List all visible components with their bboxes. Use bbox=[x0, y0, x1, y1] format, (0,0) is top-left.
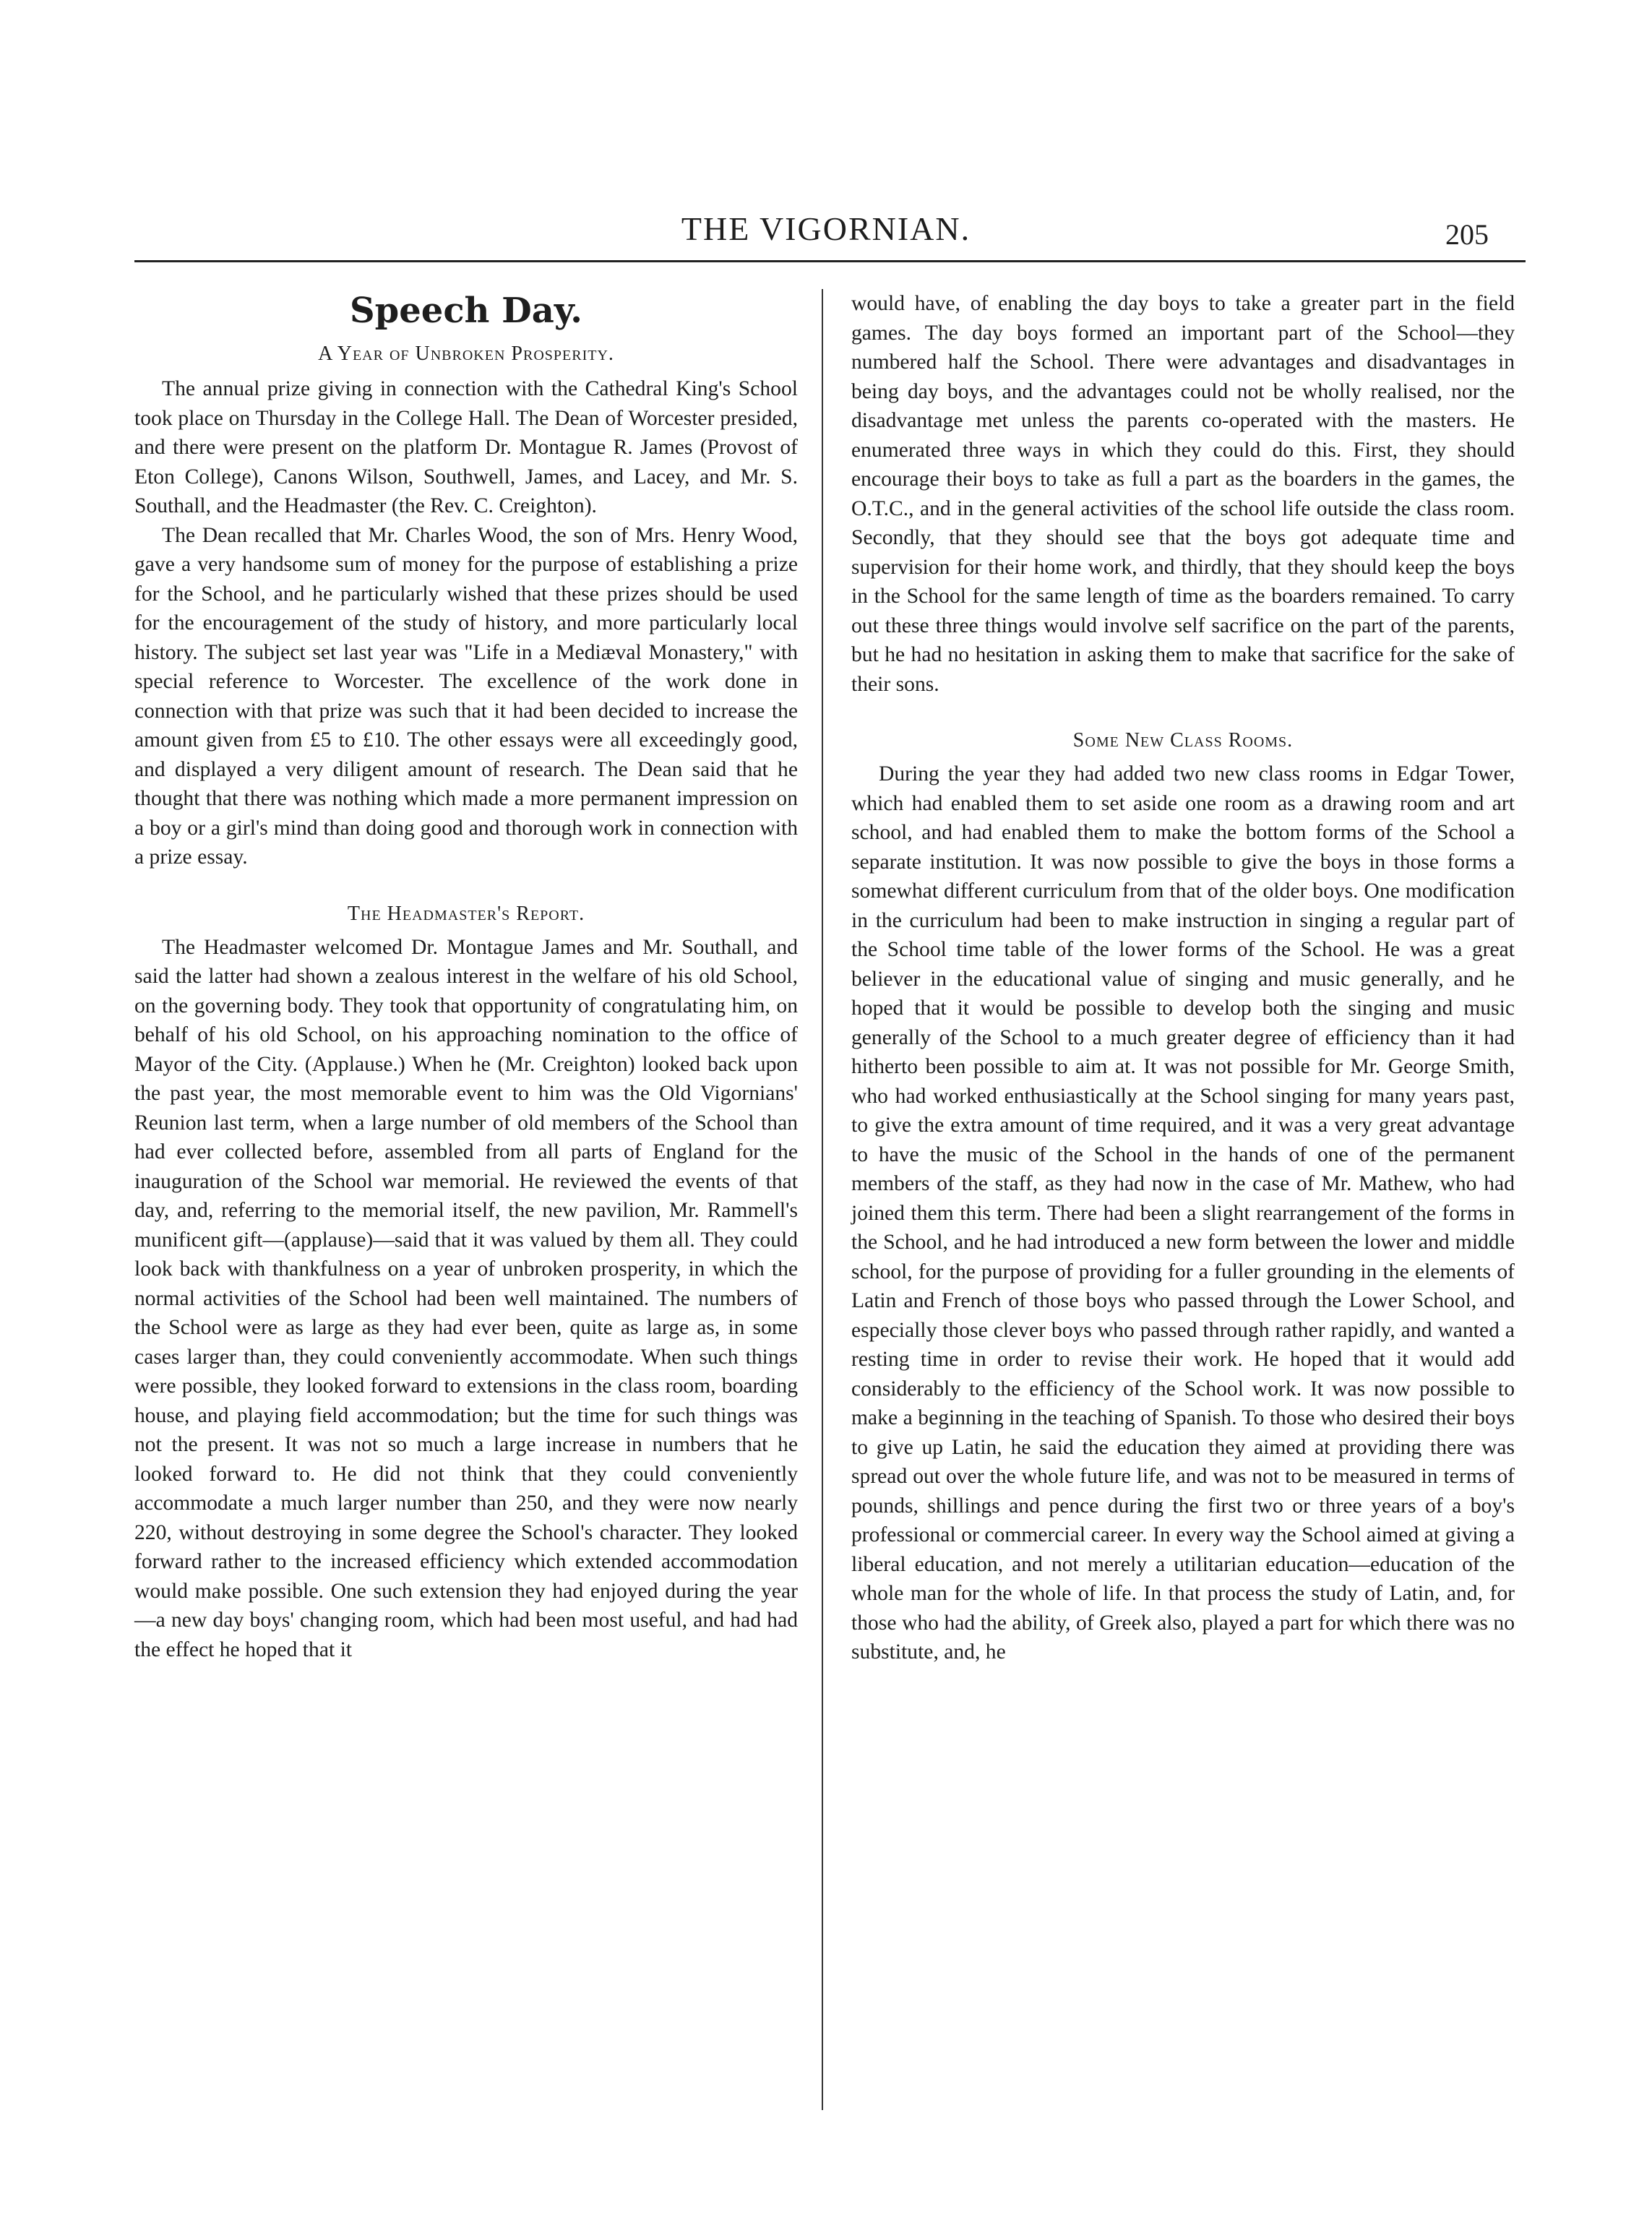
column-divider bbox=[822, 289, 823, 2110]
paragraph-class-rooms: During the year they had added two new class rooms in Edgar Tower, which had enabled them to set aside one room as a drawing room and art school, and had enabled them to make the bottom forms of the School a separate institution. It was now possible to give the boys in those forms a somewhat different curriculum from that of the older boys. One modification in the curriculum had been to make instruction in singing a regular part of the School time table of the lower forms of the School. He was a great believer in the educational value of singing and music generally, and he hoped that it would be possible to develop both the singing and music generally of the School to a much greater degree of efficiency than it had hitherto been possible to aim at. It was not possible for Mr. George Smith, who had worked enthusiastically at the School singing for many years past, to give the extra amount of time required, and it was a very great advantage to have the music of the School in the hands of one of the permanent members of the staff, as they had now in the case of Mr. Mathew, who had joined them this term. There had been a slight rearrangement of the forms in the School, and he had introduced a new form between the lower and middle school, for the purpose of providing for a fuller grounding in the elements of Latin and French of those boys who passed through the Lower School, and especially those clever boys who passed through rather rapidly, and wanted a resting time in order to revise their work. He hoped that it would add considerably to the efficiency of the School work. It was now possible to make a beginning in the teaching of Spanish. To those who desired their boys to give up Latin, he said the education they aimed at providing there was spread out over the whole future life, and was not to be measured in terms of pounds, shillings and pence during the first two or three years of a boy's professional or commercial career. In every way the School aimed at giving a liberal education, and not merely a utilitarian education—education of the whole man for the whole of life. In that process the study of Latin, and, for those who had the ability, of Greek also, played a part for which there was no substitute, and, he bbox=[851, 762, 1515, 1664]
page-number: 205 bbox=[1445, 218, 1489, 251]
paragraph-headmaster: The Headmaster welcomed Dr. Montague James and Mr. Southall, and said the latter had shown a zealous interest in the welfare of his old School, on the governing body. They took that opportunity of congratulating him, on behalf of his old School, on his approaching nomination to the office of Mayor of the City. (Applause.) When he (Mr. Creighton) looked back upon the past year, the most memorable event to him was the Old Vigornians' Reunion last term, when a large number of old members of the School than had ever collected before, assembled from all parts of England for the inauguration of the School war memorial. He reviewed the events of that day, and, referring to the memorial itself, the new pavilion, Mr. Rammell's munificent gift—(applause)—said that it was valued by them all. They could look back with thankfulness on a year of unbroken prosperity, in which the normal activities of the School had been well maintained. The numbers of the School were as large as they had ever been, quite as large as, in some cases larger than, they could conveniently accommodate. When such things were possible, they looked forward to extensions in the class room, boarding house, and playing field accommodation; but the time for such things was not the present. It was not so much a large increase in numbers that he looked forward to. He did not think that they could conveniently accommodate a much larger number than 250, and they were now nearly 220, without destroying in some degree the School's character. They looked forward rather to the increased efficiency which extended accommodation would make possible. One such extension they had enjoyed during the year—a new day boys' changing room, which had been most useful, and had had the effect he hoped that it bbox=[134, 935, 798, 1661]
running-header-title: THE VIGORNIAN. bbox=[681, 210, 971, 247]
paragraph-intro: The annual prize giving in connection with the Cathedral King's School took place on Thursday in the College Hall. The Dean of Worcester presided, and there were present on the platform Dr. Montague R. James (Provost of Eton College), Canons Wilson, Southwell, James, and Lacey, and Mr. S. Southall, and the Headmaster (the Rev. C. Creighton). bbox=[134, 377, 798, 517]
section-heading-class-rooms: Some New Class Rooms. bbox=[1072, 729, 1294, 752]
header-rule bbox=[134, 260, 1526, 262]
right-column bbox=[851, 289, 1515, 1667]
left-column bbox=[134, 289, 798, 1664]
section-heading-headmaster-report: The Headmaster's Report. bbox=[347, 902, 585, 925]
article-title: Speech Day. bbox=[350, 290, 582, 331]
paragraph-day-boys: would have, of enabling the day boys to take a greater part in the field games. The day boys formed an important part of the School—they numbered half the School. There were advantages and disadvantages in being day boys, and the advantages could not be wholly realised, nor the disadvantage met unless the parents co-operated with the masters. He enumerated three ways in which they could do this. First, they should encourage their boys to take as full a part as the boarders in the games, the O.T.C., and in the general activities of the school life outside the class room. Secondly, that they should see that the boys got adequate time and supervision for their home work, and thirdly, that they should keep the boys in the School for the same length of time as the boarders remained. To carry out these three things would involve self sacrifice on the part of the parents, but he had no hesitation in asking them to make that sacrifice for the sake of their sons. bbox=[851, 292, 1515, 696]
paragraph-dean: The Dean recalled that Mr. Charles Wood, the son of Mrs. Henry Wood, gave a very handsome sum of money for the purpose of establishing a prize for the School, and he particularly wished that these prizes should be used for the encouragement of the study of history, and more particularly local history. The subject set last year was "Life in a Mediæval Monastery," with special reference to Worcester. The excellence of the work done in connection with that prize was such that it had been decided to increase the amount given from £5 to £10. The other essays were all exceedingly good, and displayed a very diligent amount of research. The Dean said that he thought that there was nothing which made a more permanent impression on a boy or a girl's mind than doing good and thorough work in connection with a prize essay. bbox=[134, 523, 798, 869]
article-subtitle: A Year of Unbroken Prosperity. bbox=[318, 343, 614, 365]
